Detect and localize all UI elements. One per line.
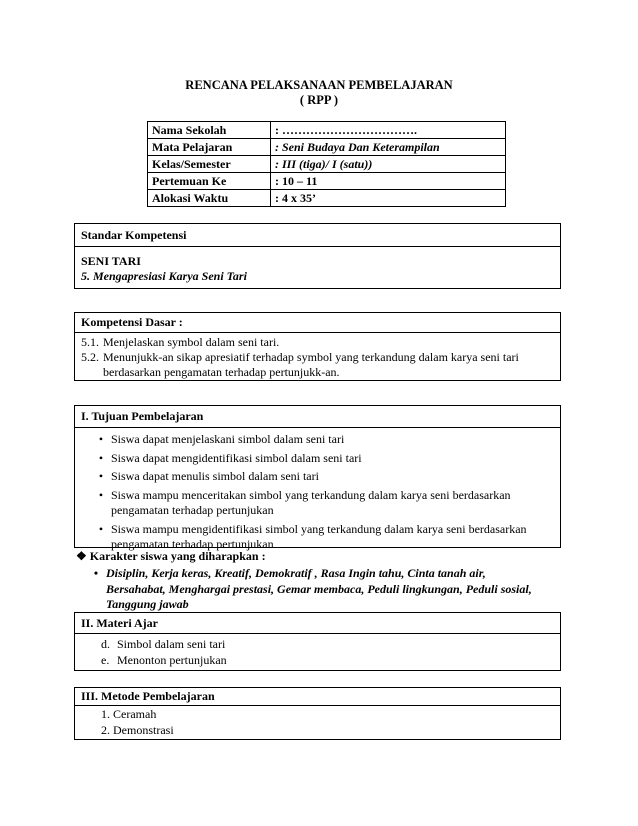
info-value: : III (tiga)/ I (satu)) <box>271 156 506 173</box>
list-text: Menunjukk-an sikap apresiatif terhadap symbol yang terkandung dalam karya seni tari <box>103 350 519 364</box>
list-number: 5.2. <box>81 350 99 364</box>
materi-heading: II. Materi Ajar <box>81 616 158 630</box>
info-value: : 4 x 35’ <box>271 190 506 207</box>
materi-box <box>74 612 561 671</box>
bullet-icon: • <box>98 487 104 502</box>
info-value: : Seni Budaya Dan Keterampilan <box>271 139 506 156</box>
list-item: 1. Ceramah <box>101 707 157 721</box>
info-label: Alokasi Waktu <box>148 190 271 207</box>
list-item <box>81 335 554 350</box>
list-item <box>101 637 554 653</box>
page-title: RENCANA PELAKSANAAN PEMBELAJARAN <box>185 78 453 92</box>
list-text-continued: pengamatan terhadap pertunjukan <box>111 537 274 551</box>
diamond-bullet-icon: ❖ <box>76 549 87 563</box>
list-text: Siswa dapat menulis simbol dalam seni tari <box>111 469 319 483</box>
table-row <box>148 122 506 139</box>
karakter-heading: Karakter siswa yang diharapkan : <box>89 549 266 563</box>
list-item <box>91 451 554 467</box>
info-value: : ……………………………. <box>271 122 506 139</box>
list-text: Menjelaskan symbol dalam seni tari. <box>103 335 280 349</box>
karakter-heading-row <box>76 549 266 564</box>
list-item <box>91 469 554 485</box>
list-text: Siswa dapat menjelaskani simbol dalam seni tari <box>111 432 345 446</box>
list-item <box>91 522 554 538</box>
table-row <box>148 173 506 190</box>
list-item <box>86 566 566 582</box>
table-row <box>148 190 506 207</box>
list-text: Siswa mampu menceritakan simbol yang terkandung dalam karya seni berdasarkan <box>111 487 511 502</box>
list-text-continued: pengamatan terhadap pertunjukan <box>111 503 274 517</box>
bullet-icon: • <box>93 566 99 580</box>
bullet-icon: • <box>98 450 104 465</box>
kompetensi-heading: Kompetensi Dasar : <box>81 315 183 329</box>
standar-subject: SENI TARI <box>81 254 141 268</box>
info-table <box>147 121 506 207</box>
list-number: 5.1. <box>81 335 99 349</box>
bullet-icon: • <box>98 469 104 483</box>
info-label: Pertemuan Ke <box>148 173 271 190</box>
metode-box <box>74 687 561 740</box>
tujuan-box <box>74 405 561 551</box>
standar-item: 5. Mengapresiasi Karya Seni Tari <box>81 269 247 283</box>
list-item: 2. Demonstrasi <box>101 722 174 737</box>
list-text: Siswa mampu mengidentifikasi simbol yang terkandung dalam karya seni berdasarkan <box>111 521 527 536</box>
table-row <box>148 156 506 173</box>
list-item <box>101 653 554 669</box>
list-item <box>91 432 554 448</box>
list-text-continued: berdasarkan pengamatan terhadap pertunjukk-an. <box>103 365 340 379</box>
info-value: : 10 – 11 <box>271 173 506 190</box>
kompetensi-dasar-box <box>74 312 561 381</box>
list-number: e. <box>101 652 110 667</box>
karakter-line: Tanggung jawab <box>106 597 189 611</box>
list-item <box>91 488 554 504</box>
karakter-line: Bersahabat, Menghargai prestasi, Gemar membaca, Peduli lingkungan, Peduli sosial, <box>106 581 532 596</box>
bullet-icon: • <box>98 521 104 536</box>
page-subtitle: ( RPP ) <box>299 93 339 107</box>
info-label: Nama Sekolah <box>148 122 271 139</box>
list-number: d. <box>101 637 110 651</box>
karakter-list <box>86 566 566 613</box>
tujuan-heading: I. Tujuan Pembelajaran <box>81 409 204 423</box>
info-label: Kelas/Semester <box>148 156 271 173</box>
list-item <box>81 350 554 365</box>
list-text: Simbol dalam seni tari <box>117 637 226 651</box>
list-text: Siswa dapat mengidentifikasi simbol dalam seni tari <box>111 450 362 465</box>
list-text: Menonton pertunjukan <box>117 652 227 667</box>
karakter-line: Disiplin, Kerja keras, Kreatif, Demokratif , Rasa Ingin tahu, Cinta tanah air, <box>106 566 486 580</box>
bullet-icon: • <box>98 432 104 446</box>
table-row <box>148 139 506 156</box>
metode-heading: III. Metode Pembelajaran <box>81 689 215 703</box>
standar-heading: Standar Kompetensi <box>81 228 187 242</box>
info-label: Mata Pelajaran <box>148 139 271 156</box>
standar-kompetensi-box <box>74 223 561 289</box>
